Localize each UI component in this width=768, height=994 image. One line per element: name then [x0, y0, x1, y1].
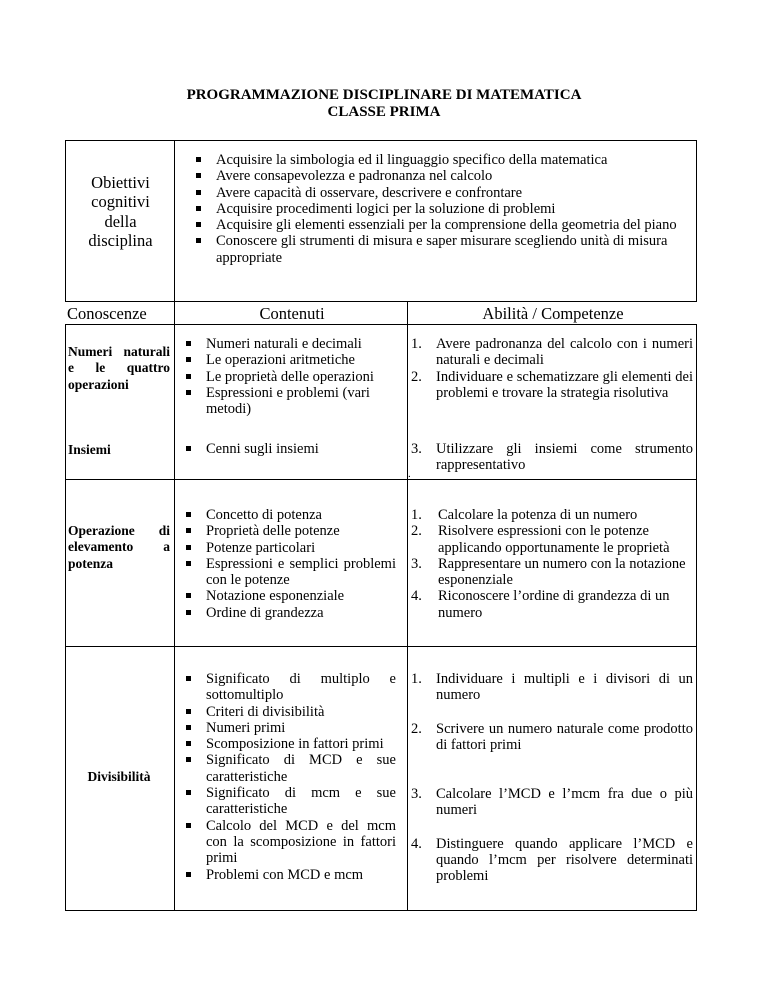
abilita-insiemi — [411, 441, 693, 474]
bullet-icon — [196, 157, 201, 162]
bullet-icon — [196, 190, 201, 195]
stray-dot: . — [408, 468, 411, 480]
objectives-label: Obiettivi cognitivi della disciplina — [88, 173, 153, 250]
abilita-item: 4. Distinguere quando applicare l’MCD e quando l’mcm per risolvere determinati problemi — [411, 835, 693, 885]
contenuto-item: Significato di multiplo e sottomultiplo — [206, 671, 396, 704]
bullet-icon — [186, 757, 191, 762]
contenuti-potenza — [206, 507, 396, 621]
abilita-item: 2. Scrivere un numero naturale come prodotto di fattori primi — [411, 720, 693, 753]
bullet-icon — [186, 676, 191, 681]
abilita-item: 2. Risolvere espressioni con le potenze applicando opportunamente le proprietà — [411, 523, 670, 556]
bullet-icon — [186, 610, 191, 615]
section-label-insiemi: Insiemi — [68, 442, 111, 457]
bullet-icon — [186, 390, 191, 395]
bullet-icon — [186, 446, 191, 451]
objective-item: Avere capacità di osservare, descrivere e confrontare — [216, 185, 686, 201]
contenuto-item: Notazione esponenziale — [206, 588, 396, 604]
bullet-icon — [196, 222, 201, 227]
bullet-icon — [196, 238, 201, 243]
section-label-numeri: Numeri naturali e le quattro operazioni — [68, 344, 170, 392]
contenuto-item: Criteri di divisibilità — [206, 704, 396, 720]
bullet-icon — [196, 206, 201, 211]
abilita-item: 2. Individuare e schematizzare gli elementi dei problemi e trovare la strategia risolutiva — [411, 368, 693, 401]
contenuto-item: Espressioni e problemi (vari metodi) — [206, 385, 396, 418]
contenuto-item: Le proprietà delle operazioni — [206, 369, 396, 385]
bullet-icon — [186, 528, 191, 533]
contenuto-item: Espressioni e semplici problemi con le potenze — [206, 556, 396, 589]
objective-item: Acquisire procedimenti logici per la soluzione di problemi — [216, 201, 686, 217]
document-subtitle: CLASSE PRIMA — [327, 104, 441, 120]
abilita-item: 1. Avere padronanza del calcolo con i numeri naturali e decimali — [411, 336, 693, 369]
contenuti-numeri — [206, 336, 396, 417]
abilita-item: 3. Utilizzare gli insiemi come strumento rappresentativo — [411, 441, 693, 474]
header-abilita: Abilità / Competenze — [482, 304, 624, 323]
bullet-icon — [186, 357, 191, 362]
contenuto-item: Scomposizione in fattori primi — [206, 736, 396, 752]
section-label-potenza: Operazione di elevamento a potenza — [68, 523, 170, 571]
contenuto-item: Calcolo del MCD e del mcm con la scomposizione in fattori primi — [206, 818, 396, 867]
header-contenuti: Contenuti — [259, 304, 325, 323]
bullet-icon — [186, 790, 191, 795]
bullet-icon — [196, 173, 201, 178]
objective-item: Acquisire la simbologia ed il linguaggio specifico della matematica — [216, 152, 686, 168]
objective-item: Conoscere gli strumenti di misura e saper misurare scegliendo unità di misura appropriate — [216, 233, 686, 266]
section-label-divisibilita: Divisibilità — [87, 769, 151, 784]
document-title: PROGRAMMAZIONE DISCIPLINARE DI MATEMATICA — [186, 87, 582, 103]
abilita-item: 1. Calcolare la potenza di un numero — [411, 507, 638, 523]
bullet-icon — [186, 374, 191, 379]
contenuto-item: Cenni sugli insiemi — [206, 441, 396, 457]
contenuto-item: Potenze particolari — [206, 540, 396, 556]
bullet-icon — [186, 741, 191, 746]
contenuti-divisibilita — [206, 671, 396, 883]
contenuto-item: Problemi con MCD e mcm — [206, 867, 396, 883]
contenuto-item: Numeri primi — [206, 720, 396, 736]
objective-item: Acquisire gli elementi essenziali per la comprensione della geometria del piano — [216, 217, 686, 233]
abilita-numeri — [411, 336, 693, 401]
objective-item: Avere consapevolezza e padronanza nel calcolo — [216, 168, 686, 184]
objectives-list — [216, 152, 686, 266]
contenuto-item: Le operazioni aritmetiche — [206, 352, 396, 368]
abilita-divisibilita — [411, 671, 693, 885]
bullet-icon — [186, 561, 191, 566]
bullet-icon — [186, 872, 191, 877]
abilita-item: 1. Individuare i multipli e i divisori di un numero — [411, 671, 693, 704]
contenuto-item: Significato di mcm e sue caratteristiche — [206, 785, 396, 818]
bullet-icon — [186, 341, 191, 346]
bullet-icon — [186, 545, 191, 550]
bullet-icon — [186, 512, 191, 517]
abilita-potenza — [411, 507, 693, 621]
abilita-item: 3. Rappresentare un numero con la notazione esponenziale — [411, 555, 686, 589]
bullet-icon — [186, 823, 191, 828]
header-conoscenze: Conoscenze — [67, 304, 147, 323]
bullet-icon — [186, 709, 191, 714]
abilita-item: 4. Riconoscere l’ordine di grandezza di un numero — [411, 588, 670, 621]
contenuto-item: Ordine di grandezza — [206, 605, 396, 621]
bullet-icon — [186, 593, 191, 598]
contenuto-item: Numeri naturali e decimali — [206, 336, 396, 352]
abilita-item: 3. Calcolare l’MCD e l’mcm fra due o più numeri — [411, 786, 693, 819]
contenuto-item: Proprietà delle potenze — [206, 523, 396, 539]
contenuti-insiemi — [206, 441, 396, 457]
contenuto-item: Concetto di potenza — [206, 507, 396, 523]
bullet-icon — [186, 725, 191, 730]
contenuto-item: Significato di MCD e sue caratteristiche — [206, 752, 396, 785]
